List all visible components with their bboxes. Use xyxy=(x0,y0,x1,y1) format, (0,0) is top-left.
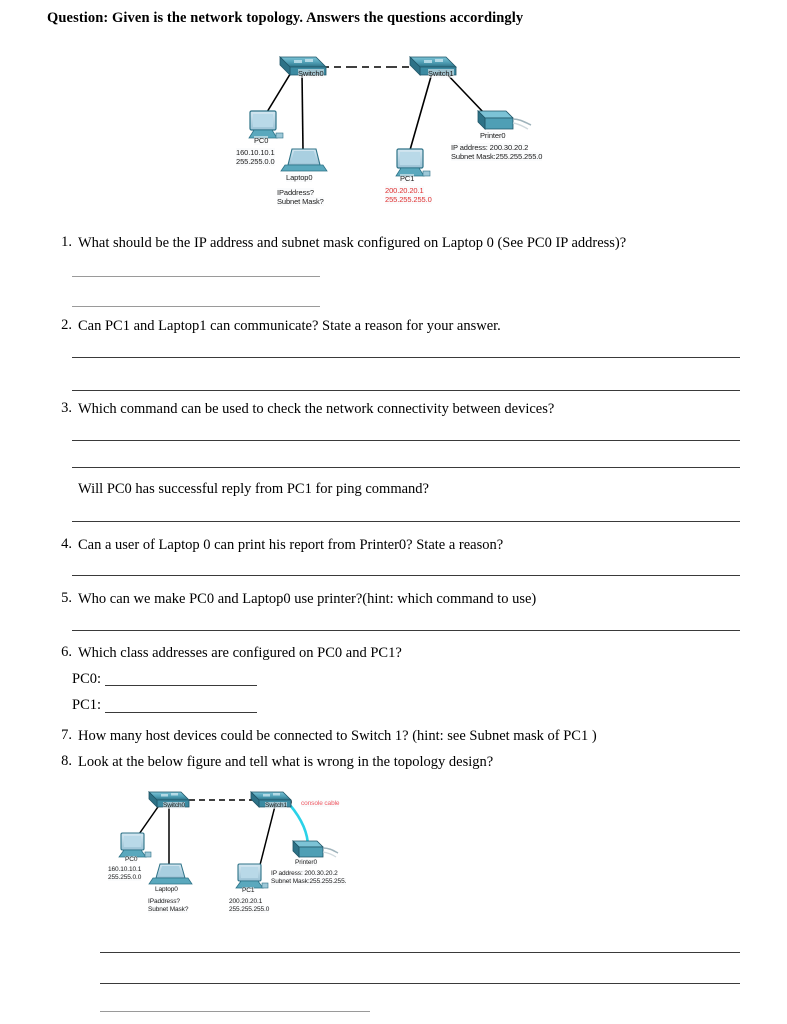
question-7-text: How many host devices could be connected to Switch 1? (hint: see Subnet mask of PC1 ) xyxy=(78,728,597,744)
laptop0-icon xyxy=(281,149,327,171)
laptop0-label: Laptop0 xyxy=(286,173,313,182)
page-title: Question: Given is the network topology. Answers the questions accordingly xyxy=(47,10,524,26)
question-5-number: 5. xyxy=(61,590,72,606)
network-topology-diagram-top xyxy=(232,45,572,210)
question-3-text: Which command can be used to check the network connectivity between devices? xyxy=(78,401,555,417)
question-1-number: 1. xyxy=(61,234,72,250)
switch1-label: Switch1 xyxy=(428,69,454,78)
pc0-ip-label: 160.10.10.1 xyxy=(236,148,275,157)
question-4-number: 4. xyxy=(61,536,72,552)
pc1-mask-label-bottom: 255.255.255.0 xyxy=(229,906,270,913)
answer-line-4a[interactable] xyxy=(72,575,740,576)
pc1-ip-label-bottom: 200.20.20.1 xyxy=(229,898,263,905)
pc0-icon-bottom xyxy=(119,833,151,857)
printer0-ip-label-bottom: IP address: 200.30.20.2 xyxy=(271,870,338,877)
question-4-text: Can a user of Laptop 0 can print his report from Printer0? State a reason? xyxy=(78,537,504,553)
answer-line-1b[interactable] xyxy=(72,306,320,307)
pc1-icon-bottom xyxy=(236,864,268,888)
answer-line-3b[interactable] xyxy=(72,467,740,468)
pc0-mask-label: 255.255.0.0 xyxy=(236,157,275,166)
question-2-number: 2. xyxy=(61,317,72,333)
printer0-mask-label-bottom: Subnet Mask:255.255.255. xyxy=(271,878,347,885)
pc0-mask-label-bottom: 255.255.0.0 xyxy=(108,874,142,881)
question-7-number: 7. xyxy=(61,727,72,743)
laptop0-mask-label-bottom: Subnet Mask? xyxy=(148,906,189,913)
question-6-text: Which class addresses are configured on PC0 and PC1? xyxy=(78,645,402,661)
answer-line-8c[interactable] xyxy=(100,1011,370,1012)
question-8-text: Look at the below figure and tell what is wrong in the topology design? xyxy=(78,754,494,770)
question-6-pc0-label: PC0: xyxy=(72,671,102,687)
question-1-text: What should be the IP address and subnet mask configured on Laptop 0 (See PC0 IP address)? xyxy=(78,235,627,251)
pc1-ip-label: 200.20.20.1 xyxy=(385,186,424,195)
printer0-ip-label: IP address: 200.30.20.2 xyxy=(451,143,529,152)
laptop0-mask-label: Subnet Mask? xyxy=(277,197,324,206)
answer-blank-pc0[interactable] xyxy=(105,685,257,686)
printer0-mask-label: Subnet Mask:255.255.255.0 xyxy=(451,152,543,161)
printer0-label-bottom: Printer0 xyxy=(295,859,317,866)
laptop0-icon-bottom xyxy=(149,864,192,884)
pc0-ip-label-bottom: 160.10.10.1 xyxy=(108,866,142,873)
pc1-icon xyxy=(396,149,430,176)
question-8-number: 8. xyxy=(61,753,72,769)
answer-line-2b[interactable] xyxy=(72,390,740,391)
printer0-icon-bottom xyxy=(293,841,338,857)
question-5-text: Who can we make PC0 and Laptop0 use printer?(hint: which command to use) xyxy=(78,591,537,607)
pc0-label-bottom: PC0 xyxy=(125,856,138,863)
pc1-label: PC1 xyxy=(400,174,415,183)
answer-line-3a[interactable] xyxy=(72,440,740,441)
pc1-label-bottom: PC1 xyxy=(242,887,255,894)
answer-line-8b[interactable] xyxy=(100,983,740,984)
console-cable-label: console cable xyxy=(301,800,340,807)
question-6-pc1-label: PC1: xyxy=(72,697,102,713)
printer0-icon xyxy=(478,111,531,129)
question-2-text: Can PC1 and Laptop1 can communicate? State a reason for your answer. xyxy=(78,318,501,334)
question-6-number: 6. xyxy=(61,644,72,660)
laptop0-ip-label-bottom: IPaddress? xyxy=(148,898,180,905)
network-topology-diagram-bottom xyxy=(105,785,385,925)
answer-blank-pc1[interactable] xyxy=(105,712,257,713)
switch0-label: Switch0 xyxy=(298,69,324,78)
laptop0-label-bottom: Laptop0 xyxy=(155,886,178,893)
switch1-label-bottom: Switch1 xyxy=(265,802,288,809)
answer-line-2a[interactable] xyxy=(72,357,740,358)
topology-links-top xyxy=(264,67,484,150)
question-3-followup: Will PC0 has successful reply from PC1 for ping command? xyxy=(78,481,429,497)
pc0-label: PC0 xyxy=(254,136,269,145)
question-3-number: 3. xyxy=(61,400,72,416)
answer-line-1a[interactable] xyxy=(72,276,320,277)
printer0-label: Printer0 xyxy=(480,131,506,140)
answer-line-3c[interactable] xyxy=(72,521,740,522)
answer-line-8a[interactable] xyxy=(100,952,740,953)
pc0-icon xyxy=(249,111,283,138)
pc1-mask-label: 255.255.255.0 xyxy=(385,195,432,204)
topology-links-bottom xyxy=(137,800,275,865)
laptop0-ip-label: IPaddress? xyxy=(277,188,314,197)
switch0-label-bottom: Switch0 xyxy=(163,802,186,809)
answer-line-5a[interactable] xyxy=(72,630,740,631)
